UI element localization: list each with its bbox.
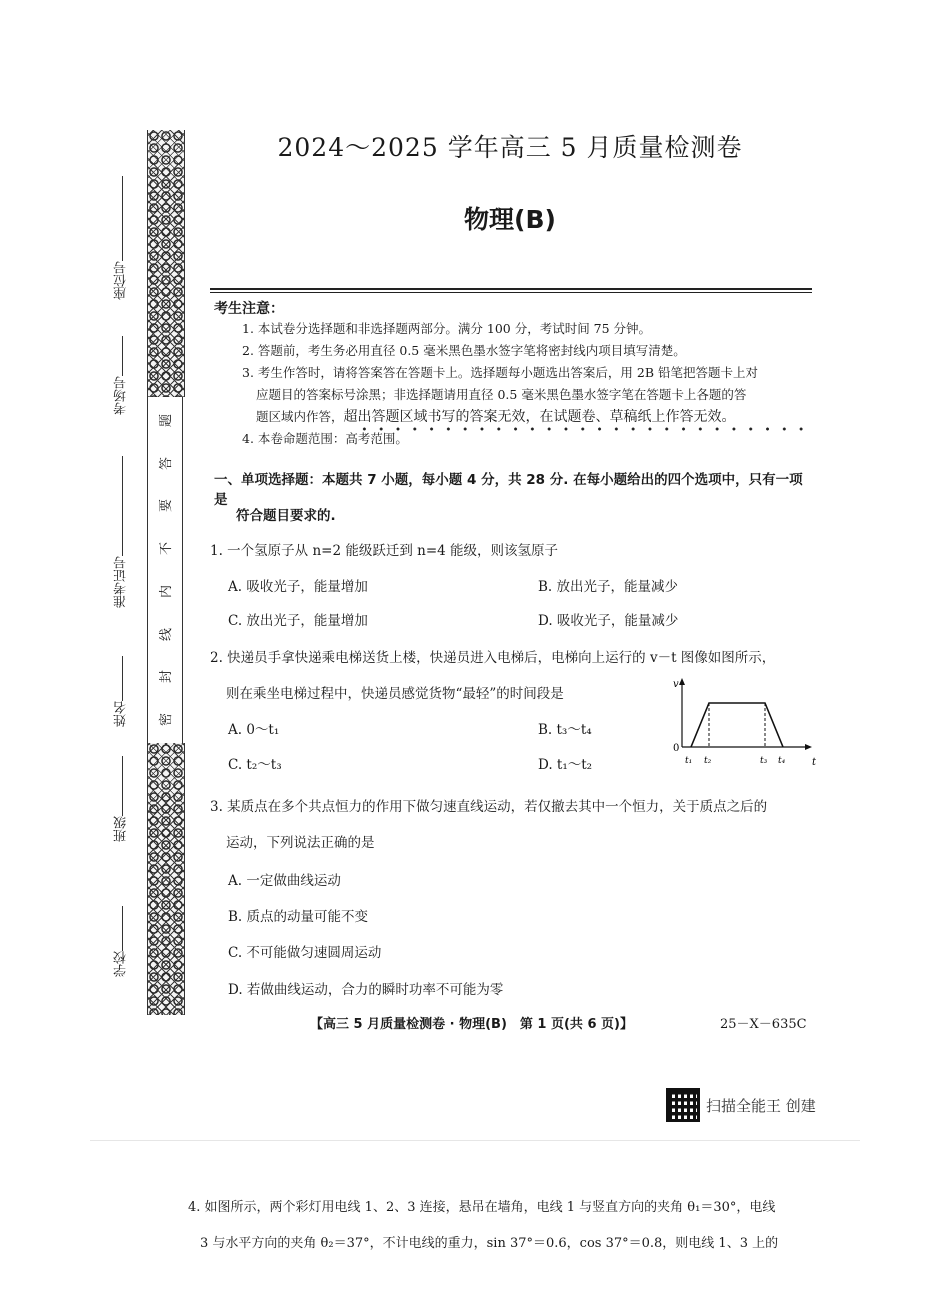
question-4-stem-cont: 3 与水平方向的夹角 θ₂＝37°，不计电线的重力，sin 37°＝0.6，cos 37°＝0.8，则电线 1、3 上的	[200, 1236, 779, 1251]
seal-char: 线	[159, 627, 175, 641]
class-blank	[122, 756, 123, 816]
header-rule	[210, 288, 812, 290]
name-label: 姓名	[114, 701, 129, 727]
question-3-option-c: C. 不可能做匀速圆周运动	[228, 945, 382, 961]
class-label: 班级	[114, 816, 129, 842]
seal-char: 题	[159, 413, 175, 428]
subject-title: 物理(B)	[464, 205, 556, 234]
question-2-stem: 2. 快递员手拿快递乘电梯送货上楼，快递员进入电梯后，电梯向上运行的 v－t 图像如图所示，	[210, 650, 776, 666]
binding-pattern-bottom	[147, 743, 185, 1015]
seal-char: 内	[159, 584, 175, 598]
ticket-number-label: 准考证号	[114, 556, 129, 608]
seat-number-blank	[122, 176, 123, 261]
scanner-watermark	[666, 1088, 816, 1122]
section-heading: 一、单项选择题：本题共 7 小题，每小题 4 分，共 28 分. 在每小题给出的四个选项中，只有一项是	[214, 472, 803, 508]
notice-item-1: 1. 本试卷分选择题和非选择题两部分。满分 100 分，考试时间 75 分钟。	[242, 321, 652, 336]
school-blank	[122, 906, 123, 951]
ticket-number-blank	[122, 456, 123, 556]
notice-item-3-end	[256, 406, 816, 428]
vt-graph-tick-t1: t₁	[685, 756, 693, 766]
vt-graph-x-arrow	[805, 744, 812, 750]
question-3-option-d: D. 若做曲线运动，合力的瞬时功率不可能为零	[228, 982, 504, 998]
seal-line-warning	[147, 397, 183, 743]
binding-pattern-top	[147, 130, 185, 397]
seal-char: 答	[159, 456, 175, 470]
qr-code-icon	[666, 1088, 700, 1122]
question-1-option-d: D. 吸收光子，能量减少	[538, 613, 679, 629]
question-3-option-a: A. 一定做曲线运动	[228, 873, 341, 889]
question-4-stem: 4. 如图所示，两个彩灯用电线 1、2、3 连接，悬吊在墙角，电线 1 与竖直方向的夹角 θ₁＝30°，电线	[188, 1200, 776, 1215]
vt-graph-xlabel: t	[812, 757, 817, 768]
question-3-option-b: B. 质点的动量可能不变	[228, 909, 369, 925]
seat-number-label: 座位号	[114, 261, 129, 300]
question-3-stem-cont: 运动，下列说法正确的是	[226, 835, 375, 851]
seal-char: 要	[159, 499, 175, 513]
school-field	[104, 900, 140, 977]
exam-room-label: 考场号	[114, 376, 129, 415]
notice-item-2: 2. 答题前，考生务必用直径 0.5 毫米黑色墨水签字笔将密封线内项目填写清楚。	[242, 343, 686, 358]
header-rule-thin	[210, 292, 812, 293]
seal-char: 密	[159, 712, 175, 726]
school-label: 学校	[114, 951, 129, 977]
question-2-option-d: D. t₁～t₂	[538, 757, 593, 773]
seal-char: 封	[159, 670, 175, 684]
question-2-option-b: B. t₃～t₄	[538, 722, 592, 738]
name-blank	[122, 656, 123, 701]
question-2-option-a: A. 0～t₁	[228, 722, 280, 738]
question-1-option-c: C. 放出光子，能量增加	[228, 613, 368, 629]
exam-room-field	[104, 330, 140, 415]
seat-number-field	[104, 170, 140, 300]
question-1-option-a: A. 吸收光子，能量增加	[228, 579, 368, 595]
section-heading-cont: 符合题目要求的.	[236, 508, 336, 524]
vt-graph-ylabel: v	[673, 679, 679, 690]
vt-graph-tick-t2: t₂	[704, 756, 712, 766]
name-field	[104, 650, 140, 727]
notice-item-3-tail: 题区域内作答，	[256, 409, 344, 424]
question-1-stem: 1. 一个氢原子从 n=2 能级跃迁到 n=4 能级，则该氢原子	[210, 543, 559, 559]
exam-code: 25－X－635C	[720, 1017, 807, 1032]
notice-emphasis: 超出答题区域书写的答案无效，在试题卷、草稿纸上作答无效。	[343, 409, 736, 425]
question-3-stem: 3. 某质点在多个共点恒力的作用下做匀速直线运动，若仅撤去其中一个恒力，关于质点之后的	[210, 799, 768, 815]
question-2-stem-cont: 则在乘坐电梯过程中，快递员感觉货物“最轻”的时间段是	[226, 686, 564, 702]
exam-title: 2024～2025 学年高三 5 月质量检测卷	[277, 133, 743, 162]
page-divider	[90, 1140, 860, 1141]
seal-char: 不	[159, 542, 175, 556]
page-footer: 【高三 5 月质量检测卷 · 物理(B) 第 1 页(共 6 页)】	[310, 1017, 633, 1032]
vt-graph	[670, 675, 820, 770]
vt-graph-tick-t3: t₃	[760, 756, 768, 766]
notice-item-3-cont: 应题目的答案标号涂黑；非选择题请用直径 0.5 毫米黑色墨水签字笔在答题卡上各题的答	[256, 387, 747, 402]
notice-item-4: 4. 本卷命题范围：高考范围。	[242, 431, 408, 446]
scanner-text: 扫描全能王 创建	[706, 1096, 816, 1115]
vt-graph-tick-t4: t₄	[778, 756, 786, 766]
exam-room-blank	[122, 336, 123, 376]
vt-graph-origin: 0	[673, 743, 680, 754]
vt-graph-y-arrow	[679, 678, 685, 685]
notice-item-3: 3. 考生作答时，请将答案答在答题卡上。选择题每小题选出答案后，用 2B 铅笔把答题卡上对	[242, 365, 758, 380]
question-2-option-c: C. t₂～t₃	[228, 757, 282, 773]
vt-graph-curve	[691, 703, 783, 747]
notice-title: 考生注意：	[214, 301, 284, 317]
question-1-option-b: B. 放出光子，能量减少	[538, 579, 679, 595]
ticket-number-field	[104, 450, 140, 608]
class-field	[104, 750, 140, 842]
